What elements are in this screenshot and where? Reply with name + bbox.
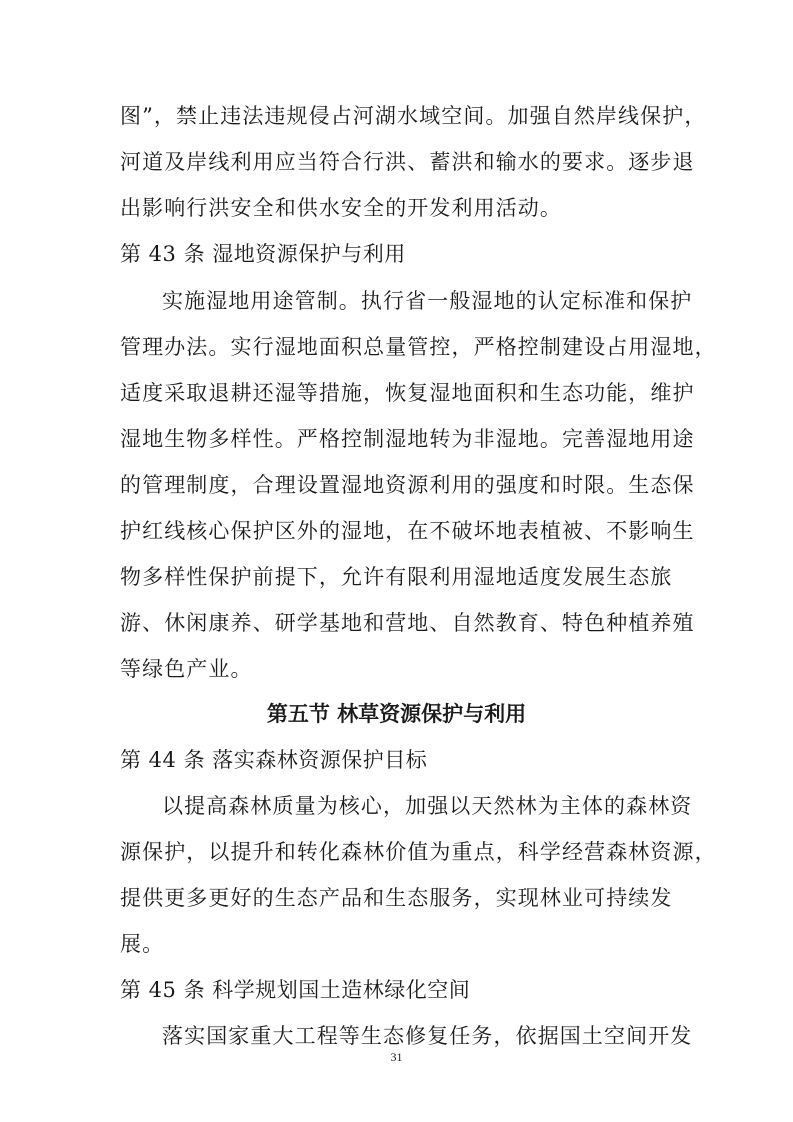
article-44-line: 以提高森林质量为核心，加强以天然林为主体的森林资 — [162, 794, 693, 818]
page-number: 31 — [390, 1050, 403, 1064]
article-43-line: 物多样性保护前提下，允许有限利用湿地适度发展生态旅 — [120, 565, 673, 589]
article-44-line: 展。 — [120, 932, 165, 956]
article-44-heading: 第 44 条 落实森林资源保护目标 — [120, 748, 428, 772]
paragraph-line: 河道及岸线利用应当符合行洪、蓄洪和输水的要求。逐步退 — [120, 150, 695, 174]
article-45-heading: 第 45 条 科学规划国土造林绿化空间 — [120, 978, 471, 1002]
paragraph-line: 出影响行洪安全和供水安全的开发利用活动。 — [120, 196, 562, 220]
article-43-line: 游、休闲康养、研学基地和营地、自然教育、特色种植养殖 — [120, 611, 695, 635]
article-43-line: 实施湿地用途管制。执行省一般湿地的认定标准和保护 — [162, 289, 693, 313]
paragraph-line: 图”，禁止违法违规侵占河湖水域空间。加强自然岸线保护， — [120, 104, 707, 128]
section-5-heading: 第五节 林草资源保护与利用 — [266, 702, 527, 726]
article-44-line: 源保护，以提升和转化森林价值为重点，科学经营森林资源， — [120, 840, 717, 864]
article-43-line: 管理办法。实行湿地面积总量管控，严格控制建设占用湿地， — [120, 335, 717, 359]
article-43-line: 等绿色产业。 — [120, 657, 253, 681]
article-43-line: 适度采取退耕还湿等措施，恢复湿地面积和生态功能，维护 — [120, 381, 695, 405]
article-43-line: 的管理制度，合理设置湿地资源利用的强度和时限。生态保 — [120, 473, 695, 497]
article-43-line: 护红线核心保护区外的湿地，在不破坏地表植被、不影响生 — [120, 519, 695, 543]
article-43-line: 湿地生物多样性。严格控制湿地转为非湿地。完善湿地用途 — [120, 427, 695, 451]
article-43-heading: 第 43 条 湿地资源保护与利用 — [120, 242, 406, 266]
article-44-line: 提供更多更好的生态产品和生态服务，实现林业可持续发 — [120, 886, 673, 910]
article-45-line: 落实国家重大工程等生态修复任务，依据国土空间开发 — [162, 1024, 693, 1048]
